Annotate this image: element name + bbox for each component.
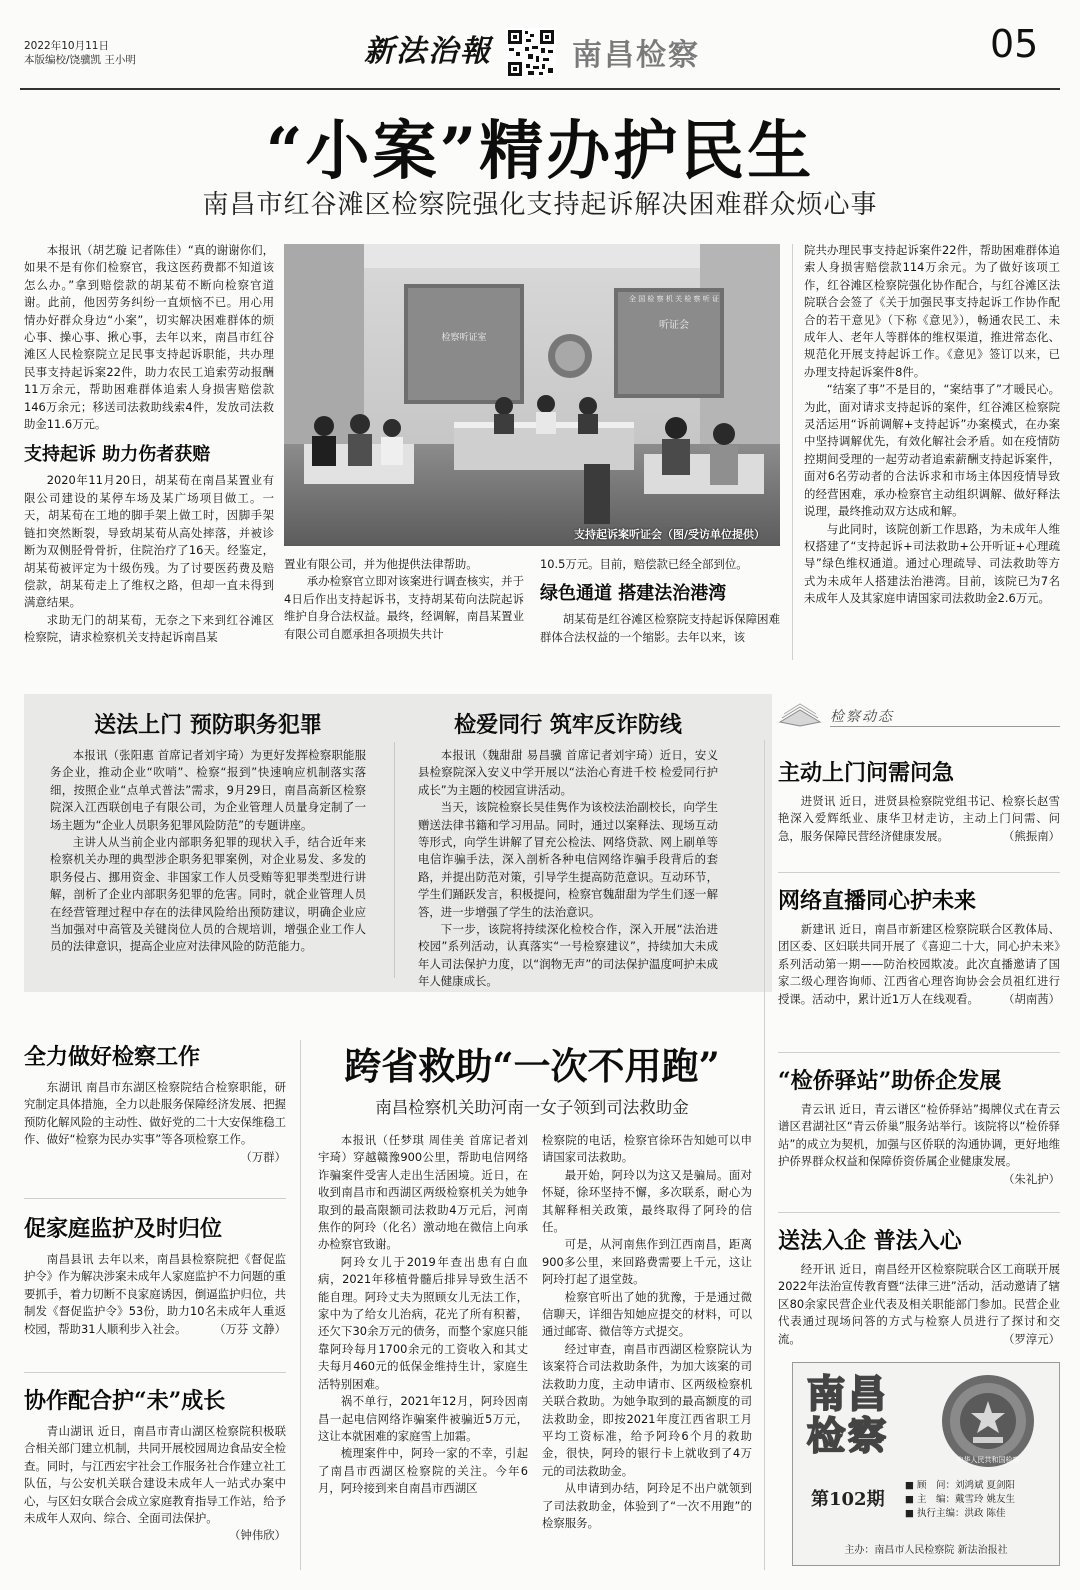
band-left-title: 送法上门 预防职务犯罪 (94, 712, 322, 738)
hearing-photo[interactable] (284, 244, 780, 546)
photo-banner-sign: 检察听证室 (441, 333, 487, 343)
feature-paragraph: 检察官听出了她的犹豫，于是通过微信聊天，详细告知她应提交的材料，可以通过邮寄、微信等方式提交。 (542, 1289, 752, 1339)
lead-subhead-green-channel: 绿色通道 搭建法治港湾 (540, 583, 727, 605)
column-name-line-1: 南昌 (807, 1371, 890, 1416)
lead-column-1 (24, 242, 274, 647)
column-divider (792, 244, 793, 660)
brief-title: 协作配合护“未”成长 (24, 1388, 226, 1414)
lead-column-2 (284, 556, 524, 643)
lead-paragraph: 胡某荀是红谷滩区检察院支持起诉保障困难群体合法权益的一个缩影。去年以来，该 (540, 612, 780, 644)
book-icon (778, 702, 822, 728)
brief-title: 主动上门问需问急 (778, 760, 955, 786)
band-mid-story (418, 708, 718, 991)
qr-code-icon[interactable] (506, 28, 556, 78)
brief-title: 全力做好检察工作 (24, 1044, 201, 1070)
feature-column-2 (542, 1132, 752, 1532)
sidebar-brief-1 (778, 756, 1060, 845)
section-label-text: 检察动态 (830, 709, 894, 725)
band-paragraph: 下一步，该院将持续深化检校合作，深入开展“法治进校园”系列活动，认真落实“一号检察建议”，持续加大未成年人司法保护力度，以“润物无声”的司法保护温度呵护未成年人健康成长。 (418, 922, 718, 989)
feature-headline: 跨省救助“一次不用跑” (344, 1044, 720, 1088)
band-paragraph: 本报讯（魏甜甜 易昌骥 首席记者刘宇琦）近日，安义县检察院深入安义中学开展以“法治心育进千校 检爱同行护成长”为主题的校园宣讲活动。 (418, 748, 718, 797)
feature-paragraph: 梳理案件中，阿玲一家的不幸，引起了南昌市西湖区检察院的关注。今年6月，阿玲接到来自南昌市西湖区 (318, 1446, 528, 1496)
lead-paragraph: 本报讯（胡艺璇 记者陈佳）“真的谢谢你们，如果不是有你们检察官，我这医药费都不知道该怎么办。”拿到赔偿款的胡某荀不断向检察官道谢。此前，他因劳务纠纷一直烦恼不已。用心用情办好群众身边“小案”，切实解决困难群体的烦心事、操心事、揪心事，去年以来，南昌市红谷滩区人民检察院立足民事支持起诉职能，共办理民事支持起诉案22件，助力农民工追索劳动报酬11万余元，帮助困难群体追索人身损害赔偿款146万余元；移送司法救助线索4件，发放司法救助金11.6万元。 (24, 243, 274, 432)
section-label-rule (830, 726, 1060, 727)
brief-text: 东湖讯 南昌市东湖区检察院结合检察职能，研究制定具体措施，全力以赴服务保障经济发展、把握预防化解风险的主动性、做好党的二十大安保维稳工作、做好“检察为民办实事”等各项检察工作。 （万群） (24, 1080, 286, 1164)
masthead (0, 0, 1080, 92)
brief-title: “检侨驿站”助侨企发展 (778, 1068, 1002, 1094)
page-editors: 本版编校/饶骥凯 王小明 (24, 54, 136, 66)
feature-paragraph: 本报讯（任梦琪 周佳美 首席记者刘宇琦）穿越赣豫900公里，帮助电信网络诈骗案件受害人走出生活困境。近日，在收到南昌市和西湖区两级检察机关为她争取到的最高限额司法救助4万元后，河南焦作的阿玲（化名）激动地在微信上向承办检察官致谢。 (318, 1133, 528, 1252)
feature-paragraph: 检察院的电话，检察官徐环告知她可以申请国家司法救助。 (542, 1133, 752, 1165)
lead-paragraph: 10.5万元。目前，赔偿款已经全部到位。 (540, 557, 748, 571)
feature-paragraph: 经过审查，南昌市西湖区检察院认为该案符合司法救助条件，为加大该案的司法救助力度，主动申请市、区两级检察机关联合救助。为她争取到的最高额度的司法救助金，即按2021年度江西省职工月平均工资标准，给予阿玲6个月的救助金，很快，阿玲的银行卡上就收到了4万元的司法救助金。 (542, 1341, 752, 1478)
sidebar-divider (778, 1212, 1060, 1213)
section-title: 南昌检察 (572, 38, 700, 73)
sidebar-divider (778, 872, 1060, 873)
procuratorate-emblem-icon (933, 1371, 1043, 1471)
brief-text: 南昌县讯 去年以来，南昌县检察院把《督促监护令》作为解决涉案未成年人家庭监护不力问题的重要抓手，着力切断不良家庭诱因，倒逼监护归位，共制发《督促监护令》53份，助力10名未成年人重返校园，帮助31人顺利步入社会。 （万芬 文静） (24, 1252, 286, 1336)
brief-divider (24, 1198, 286, 1199)
credit-line: ■ 主 编：戴雪玲 姚友生 (905, 1494, 1016, 1505)
feature-paragraph: 阿玲女儿于2019年查出患有白血病，2021年移植骨髓后排异导致生活不能自理。阿玲丈夫为照顾女儿无法工作，家中为了给女儿治病，花光了所有积蓄，还欠下30余万元的债务，而整个家庭只能靠阿玲每月1700余元的工资收入和其丈夫每月460元的低保金维持生计，家庭生活特别困难。 (318, 1254, 528, 1391)
brief-text: 青山湖讯 近日，南昌市青山湖区检察院积极联合相关部门建立机制，共同开展校园周边食品安全检查。同时，与江西宏宇社会工作服务社合作建立社工队伍，与公安机关联合建设未成年人一站式办案中心，与区妇女联合会成立家庭教育指导工作站，给予未成年人双向、综合、全面司法保护。 （钟伟欣） (24, 1424, 286, 1543)
lead-paragraph: 与此同时，该院创新工作思路，为未成年人维权搭建了“支持起诉+司法救助+公开听证+心理疏导”绿色维权通道。通过心理疏导、司法救助等方式为未成年人搭建法治港湾。目前，该院已为7名未成年人及其家庭申请国家司法救助金2.6万元。 (804, 521, 1060, 606)
issue-number: 第102期 (811, 1489, 885, 1510)
column-name-line-2: 检察 (807, 1413, 890, 1458)
band-divider (394, 742, 395, 978)
brief-title: 促家庭监护及时归位 (24, 1216, 223, 1242)
credit-line: ■ 执行主编：洪政 陈佳 (905, 1508, 1006, 1519)
masthead-rule (20, 88, 1060, 90)
feature-paragraph: 最开始，阿玲以为这又是骗局。面对怀疑，徐环坚持不懈，多次联系，耐心为其解释相关政策，最终取得了阿玲的信任。 (542, 1167, 752, 1235)
band-left-story (50, 708, 366, 956)
column-divider (300, 1040, 301, 1570)
brief-text: 进贤讯 近日，进贤县检察院党组书记、检察长赵雪艳深入爱辉纸业、康华卫材走访，主动上门问需、问急，服务保障民营经济健康发展。 （熊振南） (778, 794, 1060, 843)
column-sponsor: 主办：南昌市人民检察院 新法治报社 (844, 1545, 1008, 1556)
brief-text: 新建讯 近日，南昌市新建区检察院联合区教体局、团区委、区妇联共同开展了《喜迎二十大，同心护未来》系列活动第一期——防治校园欺凌。此次直播邀请了国家二级心理咨询师、江西省心理咨询协会会员祖红进行授课。活动中，累计近1万人在线观看。 （胡南茜） (778, 922, 1060, 1006)
band-paragraph: 本报讯（张阳惠 首席记者刘宇琦）为更好发挥检察职能服务企业，推动企业“吹哨”、检察“报到”快速响应机制落实落细，按照企业“点单式普法”需求，9月29日，南昌高新区检察院深入江西联创电子有限公司，为企业管理人员量身定制了一场主题为“企业人员职务犯罪风险防范”的专题讲座。 (50, 748, 366, 832)
band-mid-title: 检爱同行 筑牢反诈防线 (454, 712, 682, 738)
lead-column-3 (540, 556, 780, 646)
sidebar-divider (778, 1052, 1060, 1053)
sidebar-brief-2 (778, 884, 1060, 1008)
lead-paragraph: 承办检察官立即对该案进行调查核实，并于4日后作出支持起诉书，支持胡某荀向法院起诉维护自身合法权益。最终，经调解，南昌某置业有限公司自愿承担各项损失共计 (284, 574, 524, 641)
lead-subheadline: 南昌市红谷滩区检察院强化支持起诉解决困难群众烦心事 (202, 190, 878, 220)
emblem-text: 中华人民共和国检察 (956, 1456, 1020, 1464)
feature-subheadline: 南昌检察机关助河南一女子领到司法救助金 (375, 1098, 689, 1117)
lead-paragraph: 置业有限公司，并为他提供法律帮助。 (284, 557, 478, 571)
band-paragraph: 当天，该院检察长吴佳隽作为该校法治副校长，向学生赠送法律书籍和学习用品。同时，通过以案释法、现场互动等形式，向学生讲解了冒充公检法、网络贷款、网上刷单等电信诈骗手法，深入剖析各种电信网络诈骗手段背后的套路，并提出防范对策，引导学生提高防范意识。互动环节，学生们踊跃发言，积极提问，检察官魏甜甜为学生们逐一解答，进一步增强了学生的法治意识。 (418, 800, 718, 919)
lead-headline: “小案”精办护民生 (265, 114, 815, 189)
brief-title: 网络直播同心护未来 (778, 888, 977, 914)
feature-paragraph: 从申请到办结，阿玲足不出户就领到了司法救助金，体验到了“一次不用跑”的检察服务。 (542, 1481, 752, 1530)
sidebar-section-label (778, 700, 1060, 730)
issue-date: 2022年10月11日 (24, 40, 109, 52)
lead-column-4 (804, 242, 1060, 608)
column-credits (905, 1479, 1055, 1521)
brief-text: 青云讯 近日，青云谱区“检侨驿站”揭牌仪式在青云谱区君湖社区“青云侨巢”服务站举行。该院将以“检侨驿站”的成立为契机，加强与区侨联的沟通协调，更好地维护侨界群众权益和保障侨资侨属企业健康发展。 （朱礼护） (778, 1102, 1060, 1186)
credit-line: ■ 顾 问：刘鸿斌 夏剑阳 (905, 1480, 1016, 1491)
column-info-box (792, 1362, 1060, 1566)
band-paragraph: 主讲人从当前企业内部职务犯罪的现状入手，结合近年来检察机关办理的典型涉企职务犯罪案例，对企业易发、多发的职务侵占、挪用资金、非国家工作人员受贿等犯罪类型进行讲解，剖析了企业内部职务犯罪的危害。同时，就企业管理人员在经营管理过程中存在的法律风险给出预防建议，明确企业应当加强对中高管及关键岗位人员的合规培训，增强企业工作人员的法律意识，提高企业应对法律风险的防范能力。 (50, 835, 366, 954)
feature-column-1 (318, 1132, 528, 1498)
lead-paragraph: 求助无门的胡某荀，无奈之下来到红谷滩区检察院，请求检察机关支持起诉南昌某 (24, 612, 274, 645)
feature-paragraph: 祸不单行，2021年12月，阿玲因南昌一起电信网络诈骗案件被骗近5万元，这让本就困难的家庭雪上加霜。 (318, 1394, 528, 1443)
feature-paragraph: 可是，从河南焦作到江西南昌，距离900多公里，来回路费需要上千元，这让阿玲打起了退堂鼓。 (542, 1237, 752, 1287)
sidebar-brief-3 (778, 1064, 1060, 1188)
left-brief-2 (24, 1212, 286, 1338)
lead-paragraph: 2020年11月20日，胡某荀在南昌某置业有限公司建设的某停车场及某广场项目做工。一天，胡某荀在工地的脚手架上做工时，因脚手架链扣突然断裂，导致胡某荀从高处摔落，并被诊断为双侧胫骨骨折，住院治疗了16天。经鉴定，胡某荀被评定为十级伤残。为了讨要医药费及赔偿款，胡某荀走上了维权之路，但却一直未得到满意结果。 (24, 473, 274, 610)
column-name (807, 1373, 927, 1457)
column-divider (764, 740, 765, 1570)
brief-divider (24, 1372, 286, 1373)
lead-subhead-support: 支持起诉 助力伤者获赔 (24, 444, 211, 466)
page-number: 05 (990, 22, 1039, 66)
lead-paragraph: “结案了事”不是目的，“案结事了”才暖民心。为此，面对请求支持起诉的案件，红谷滩区检察院灵活运用“诉前调解+支持起诉”办案模式，在办案中坚持调解优先，有效化解社会矛盾。如在疫情防控期间受理的一起劳动者追索薪酬支持起诉案件，面对6名劳动者的合法诉求和市场主体因疫情导致的经营困难，承办检察官主动组织调解、做好释法说理，最终推动双方达成和解。 (804, 382, 1060, 519)
photo-banner-sign: 全 国 检 察 机 关 检 察 听 证 (628, 295, 720, 303)
newspaper-logo: 新法治報 (364, 34, 492, 69)
left-brief-3 (24, 1384, 286, 1545)
photo-caption: 支持起诉案听证会（图/受访单位提供） (574, 528, 766, 541)
photo-banner-sign: 听证会 (659, 320, 689, 331)
brief-text: 经开讯 近日，南昌经开区检察院联合区工商联开展2022年法治宣传教育暨“法律三进”活动，活动邀请了辖区80余家民营企业代表及相关职能部门参加。民营企业代表通过现场问答的方式与检察人员进行了探讨和交流。 （罗淳元） (778, 1262, 1060, 1346)
left-brief-1 (24, 1040, 286, 1166)
brief-title: 送法入企 普法入心 (778, 1228, 962, 1254)
lead-paragraph: 院共办理民事支持起诉案件22件，帮助困难群体追索人身损害赔偿款114万余元。为了做好该项工作，红谷滩区检察院强化协作配合，与红谷滩区法院联合会签了《关于加强民事支持起诉工作协作配合的若干意见》（下称《意见》），畅通农民工、未成年人、老年人等群体的维权渠道，推进常态化、规范化开展支持起诉工作。《意见》签订以来，已办理支持起诉案件8件。 (804, 243, 1060, 379)
sidebar-brief-4 (778, 1224, 1060, 1348)
